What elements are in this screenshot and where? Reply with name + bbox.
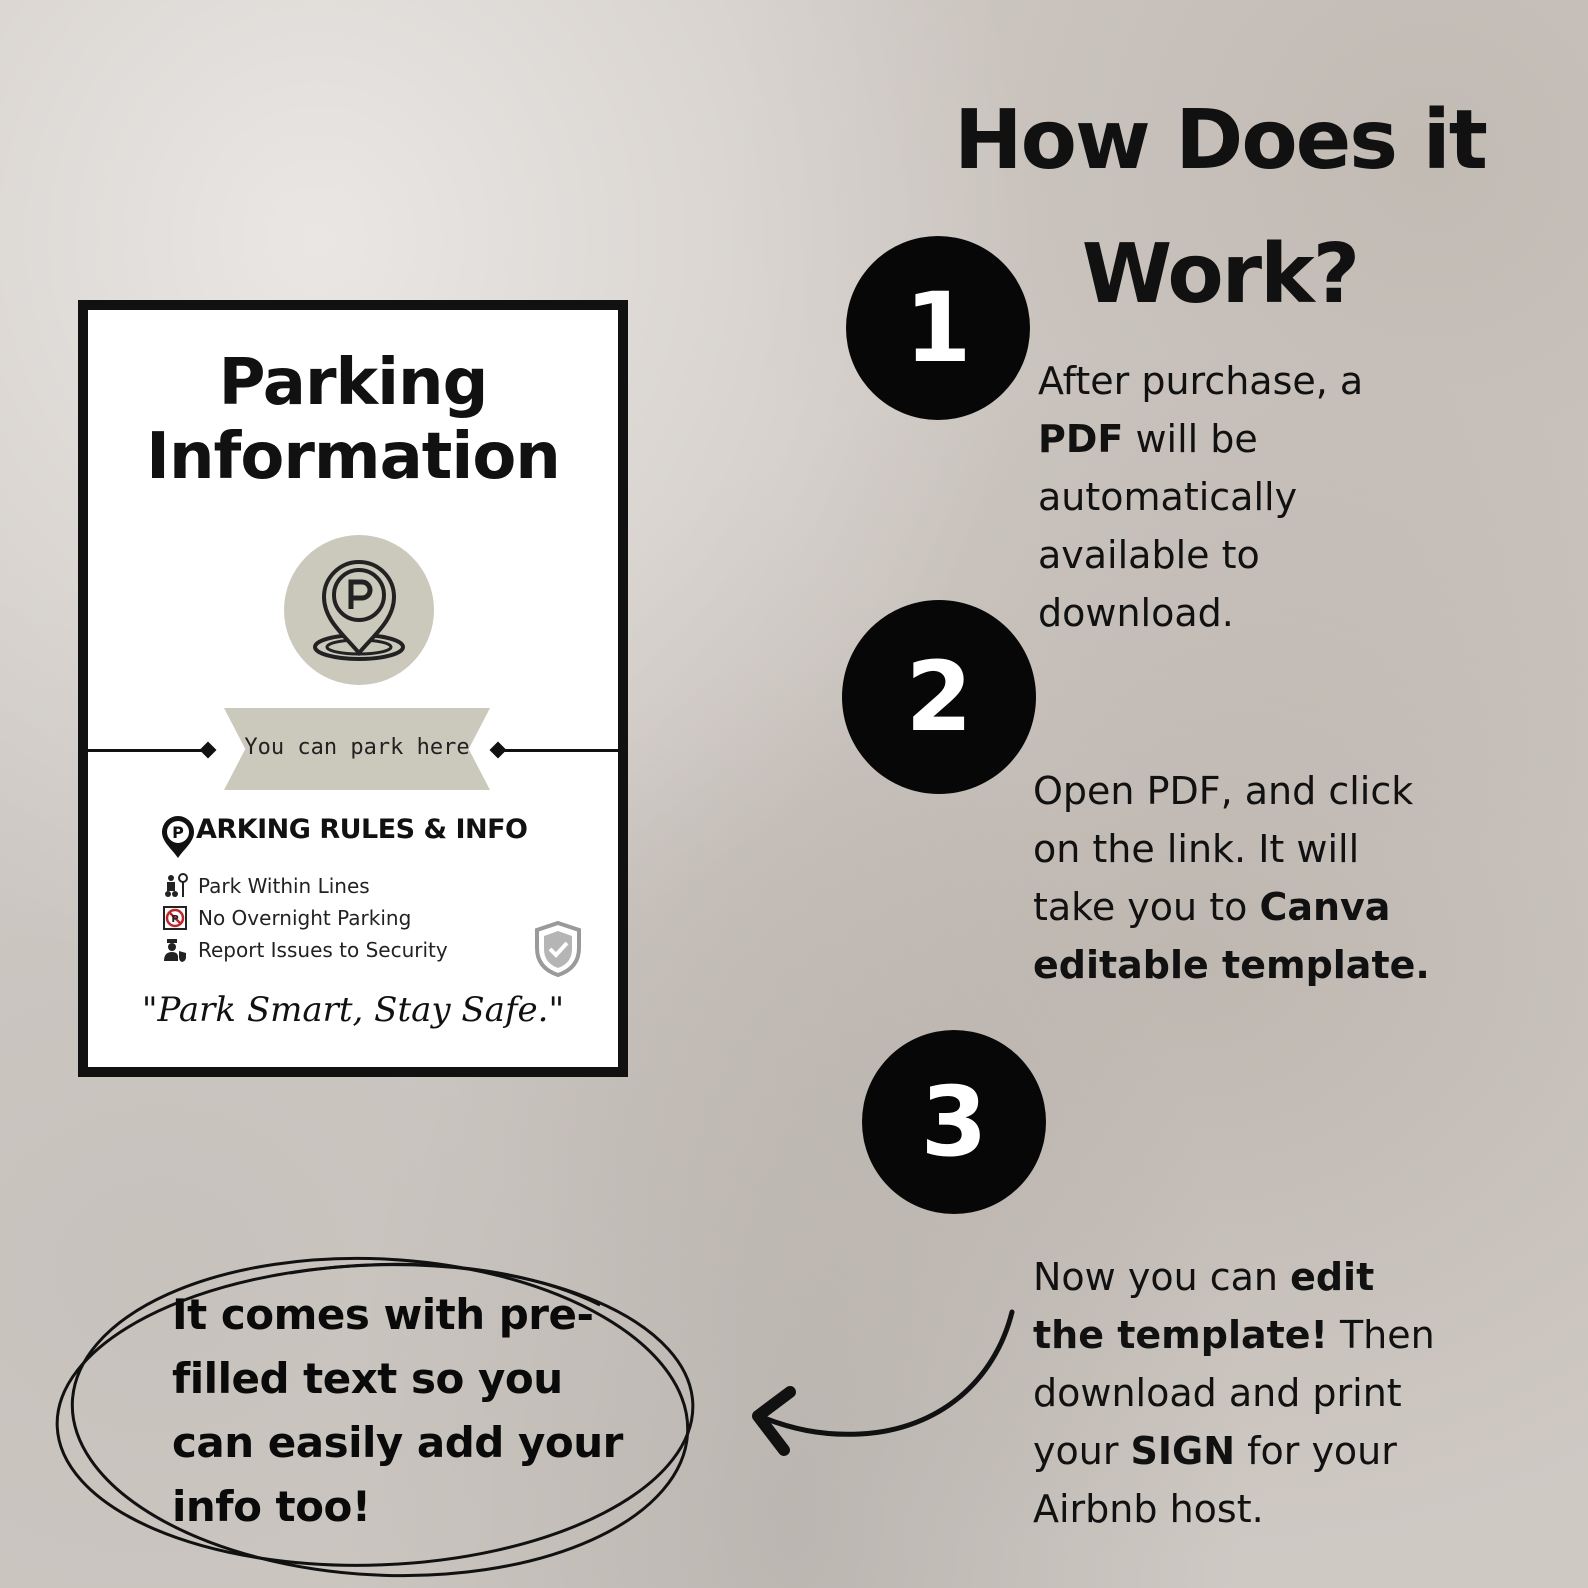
ribbon-diamond-left — [200, 742, 217, 759]
editable-template-emphasis: editable template. — [1033, 943, 1430, 987]
note-line: filled text so you — [172, 1354, 563, 1403]
step-3-line: your — [1033, 1429, 1131, 1473]
rule-label: Report Issues to Security — [198, 938, 448, 962]
step-2-line: take you to — [1033, 885, 1260, 929]
step-3-line: download and print — [1033, 1371, 1402, 1415]
rule-label: Park Within Lines — [198, 874, 370, 898]
ribbon-line-right — [500, 749, 618, 752]
step-3-line: Now you can — [1033, 1255, 1291, 1299]
svg-text:P: P — [171, 914, 179, 925]
step-1-line: After purchase, a — [1038, 359, 1364, 403]
heading-line2: Work? — [1081, 227, 1359, 322]
step-1-line: available to — [1038, 533, 1260, 577]
edit-emphasis: edit — [1290, 1255, 1375, 1299]
step-1-text — [1038, 352, 1363, 642]
step-number: 2 — [905, 641, 973, 753]
note-line: can easily add your — [172, 1418, 623, 1467]
shield-check-icon — [533, 920, 583, 978]
rules-heading: ARKING RULES & INFO — [196, 814, 528, 845]
step-1-line: automatically — [1038, 475, 1298, 519]
parking-attendant-icon — [162, 873, 188, 899]
parking-marker-icon — [160, 815, 196, 859]
parking-location-pin-icon — [284, 535, 434, 685]
no-parking-icon — [162, 905, 188, 931]
step-number: 3 — [920, 1066, 988, 1178]
slogan: "Park Smart, Stay Safe." — [141, 990, 565, 1030]
poster-title-line2: Information — [146, 420, 560, 494]
heading-line1: How Does it — [954, 93, 1486, 188]
rule-item — [162, 902, 448, 934]
rule-item — [162, 870, 448, 902]
step-3-text — [1033, 1248, 1435, 1538]
step-3-line: for your — [1235, 1429, 1397, 1473]
step-3-line: Airbnb host. — [1033, 1487, 1264, 1531]
step-2-line: Open PDF, and click — [1033, 769, 1414, 813]
template-emphasis: the template! — [1033, 1313, 1328, 1357]
parking-sign-poster — [78, 300, 628, 1077]
step-number: 1 — [904, 272, 972, 384]
step-3-circle — [862, 1030, 1046, 1214]
poster-title-line1: Parking — [218, 346, 488, 420]
note-line: info too! — [172, 1482, 371, 1531]
rules-list — [162, 870, 448, 966]
step-3-line: Then — [1327, 1313, 1435, 1357]
canva-emphasis: Canva — [1259, 885, 1391, 929]
curved-arrow-icon — [740, 1300, 1030, 1480]
ribbon-line-left — [88, 749, 206, 752]
svg-text:P: P — [172, 823, 184, 842]
step-1-line: download. — [1038, 591, 1234, 635]
step-2-text — [1033, 762, 1430, 994]
pdf-emphasis: PDF — [1038, 417, 1124, 461]
security-guard-icon — [162, 937, 188, 963]
note-line: It comes with pre- — [172, 1290, 594, 1339]
rule-label: No Overnight Parking — [198, 906, 412, 930]
prefilled-text-note — [172, 1283, 672, 1539]
step-2-line: on the link. It will — [1033, 827, 1360, 871]
step-1-circle — [846, 236, 1030, 420]
rule-item — [162, 934, 448, 966]
sign-emphasis: SIGN — [1130, 1429, 1236, 1473]
step-2-circle — [842, 600, 1036, 794]
step-1-line: will be — [1123, 417, 1258, 461]
ribbon-text: You can park here — [244, 735, 470, 760]
parking-pin-badge — [284, 535, 434, 685]
poster-title — [88, 346, 618, 494]
